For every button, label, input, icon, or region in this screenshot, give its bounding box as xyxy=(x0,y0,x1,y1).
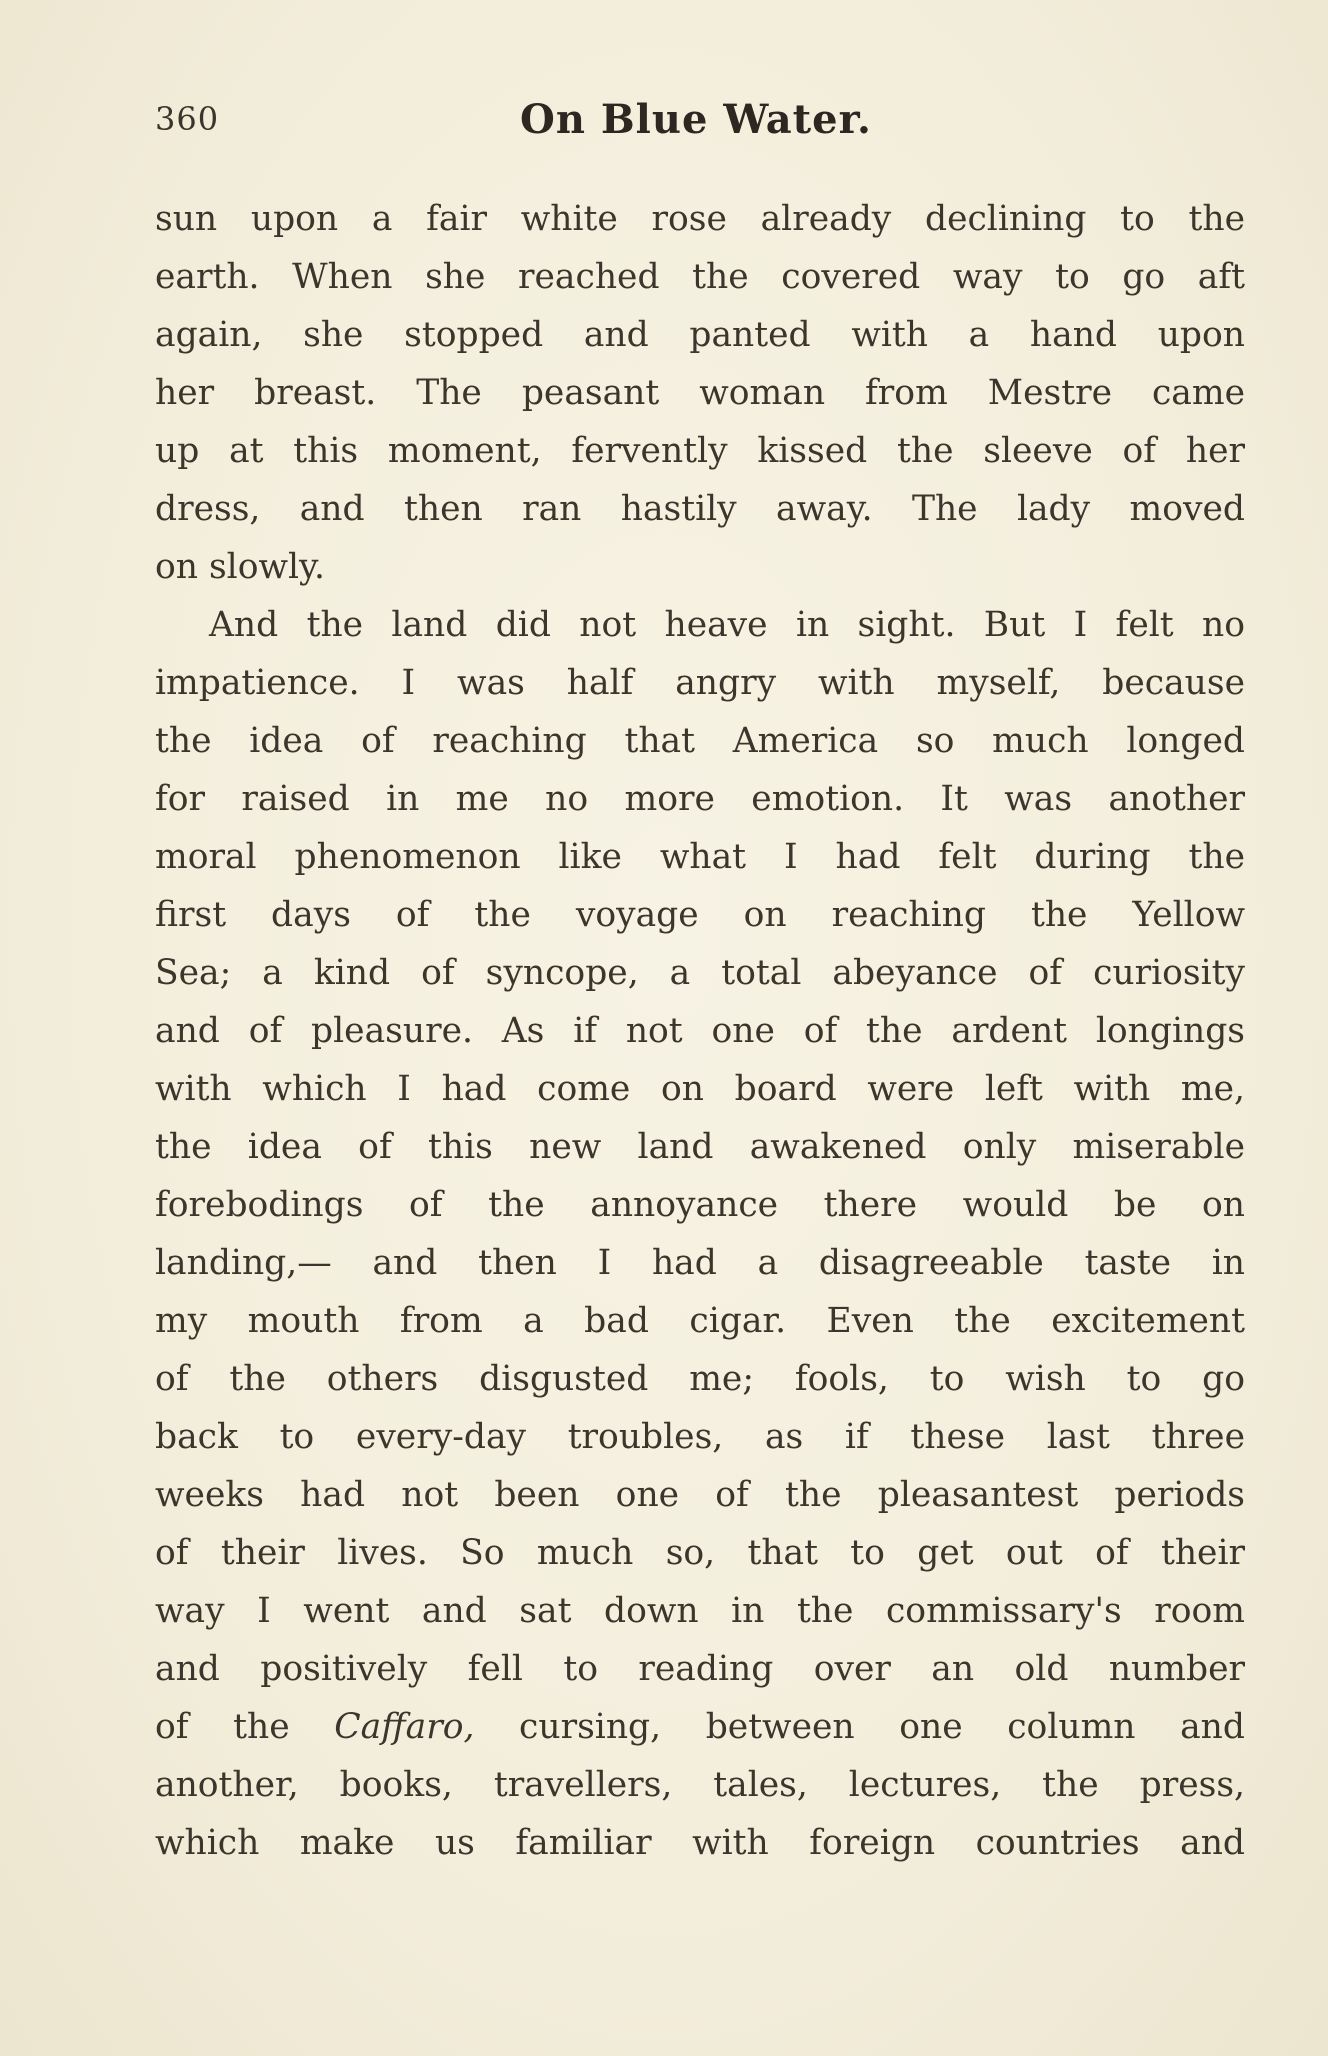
text-line: the idea of this new land awakened only miserable xyxy=(155,1127,1245,1167)
text-line: moral phenomenon like what I had felt during the xyxy=(155,837,1245,877)
text-line: for raised in me no more emotion. It was another xyxy=(155,779,1245,819)
text-line: with which I had come on board were left with me, xyxy=(155,1069,1245,1109)
running-title: On Blue Water. xyxy=(520,96,872,143)
text-line: again, she stopped and panted with a hand upon xyxy=(155,315,1245,355)
text-line: dress, and then ran hastily away. The lady moved xyxy=(155,489,1245,529)
page-header xyxy=(155,96,1245,156)
text-line: her breast. The peasant woman from Mestre came xyxy=(155,373,1245,413)
text-line: back to every-day troubles, as if these last three xyxy=(155,1417,1245,1457)
text-line: way I went and sat down in the commissary's room xyxy=(155,1591,1245,1631)
body-text xyxy=(155,190,1245,1872)
text-line: and positively fell to reading over an old number xyxy=(155,1649,1245,1689)
text-line: of the others disgusted me; fools, to wish to go xyxy=(155,1359,1245,1399)
text-line: another, books, travellers, tales, lectures, the press, xyxy=(155,1765,1245,1805)
text-line-with-italic xyxy=(155,1698,1245,1756)
text-line: first days of the voyage on reaching the Yellow xyxy=(155,895,1245,935)
page-number: 360 xyxy=(155,100,220,138)
text-line: earth. When she reached the covered way to go aft xyxy=(155,257,1245,297)
text-line: landing,— and then I had a disagreeable taste in xyxy=(155,1243,1245,1283)
text-line: which make us familiar with foreign countries and xyxy=(155,1823,1245,1863)
text-line: sun upon a fair white rose already declining to the xyxy=(155,199,1245,239)
text-line: of their lives. So much so, that to get out of their xyxy=(155,1533,1245,1573)
text-line: my mouth from a bad cigar. Even the excitement xyxy=(155,1301,1245,1341)
text-line: on slowly. xyxy=(155,547,325,587)
line-suffix: cursing, between one column and xyxy=(474,1707,1245,1747)
text-line: weeks had not been one of the pleasantest periods xyxy=(155,1475,1245,1515)
newspaper-title: Caffaro, xyxy=(334,1707,475,1747)
line-prefix: of the xyxy=(155,1707,335,1747)
text-line: up at this moment, fervently kissed the sleeve of her xyxy=(155,431,1245,471)
paragraph-start-line: And the land did not heave in sight. But I felt no xyxy=(209,605,1245,645)
text-line: impatience. I was half angry with myself, because xyxy=(155,663,1245,703)
text-line: and of pleasure. As if not one of the ardent longings xyxy=(155,1011,1245,1051)
text-line: the idea of reaching that America so much longed xyxy=(155,721,1245,761)
text-line: Sea; a kind of syncope, a total abeyance of curiosity xyxy=(155,953,1245,993)
text-line: forebodings of the annoyance there would be on xyxy=(155,1185,1245,1225)
